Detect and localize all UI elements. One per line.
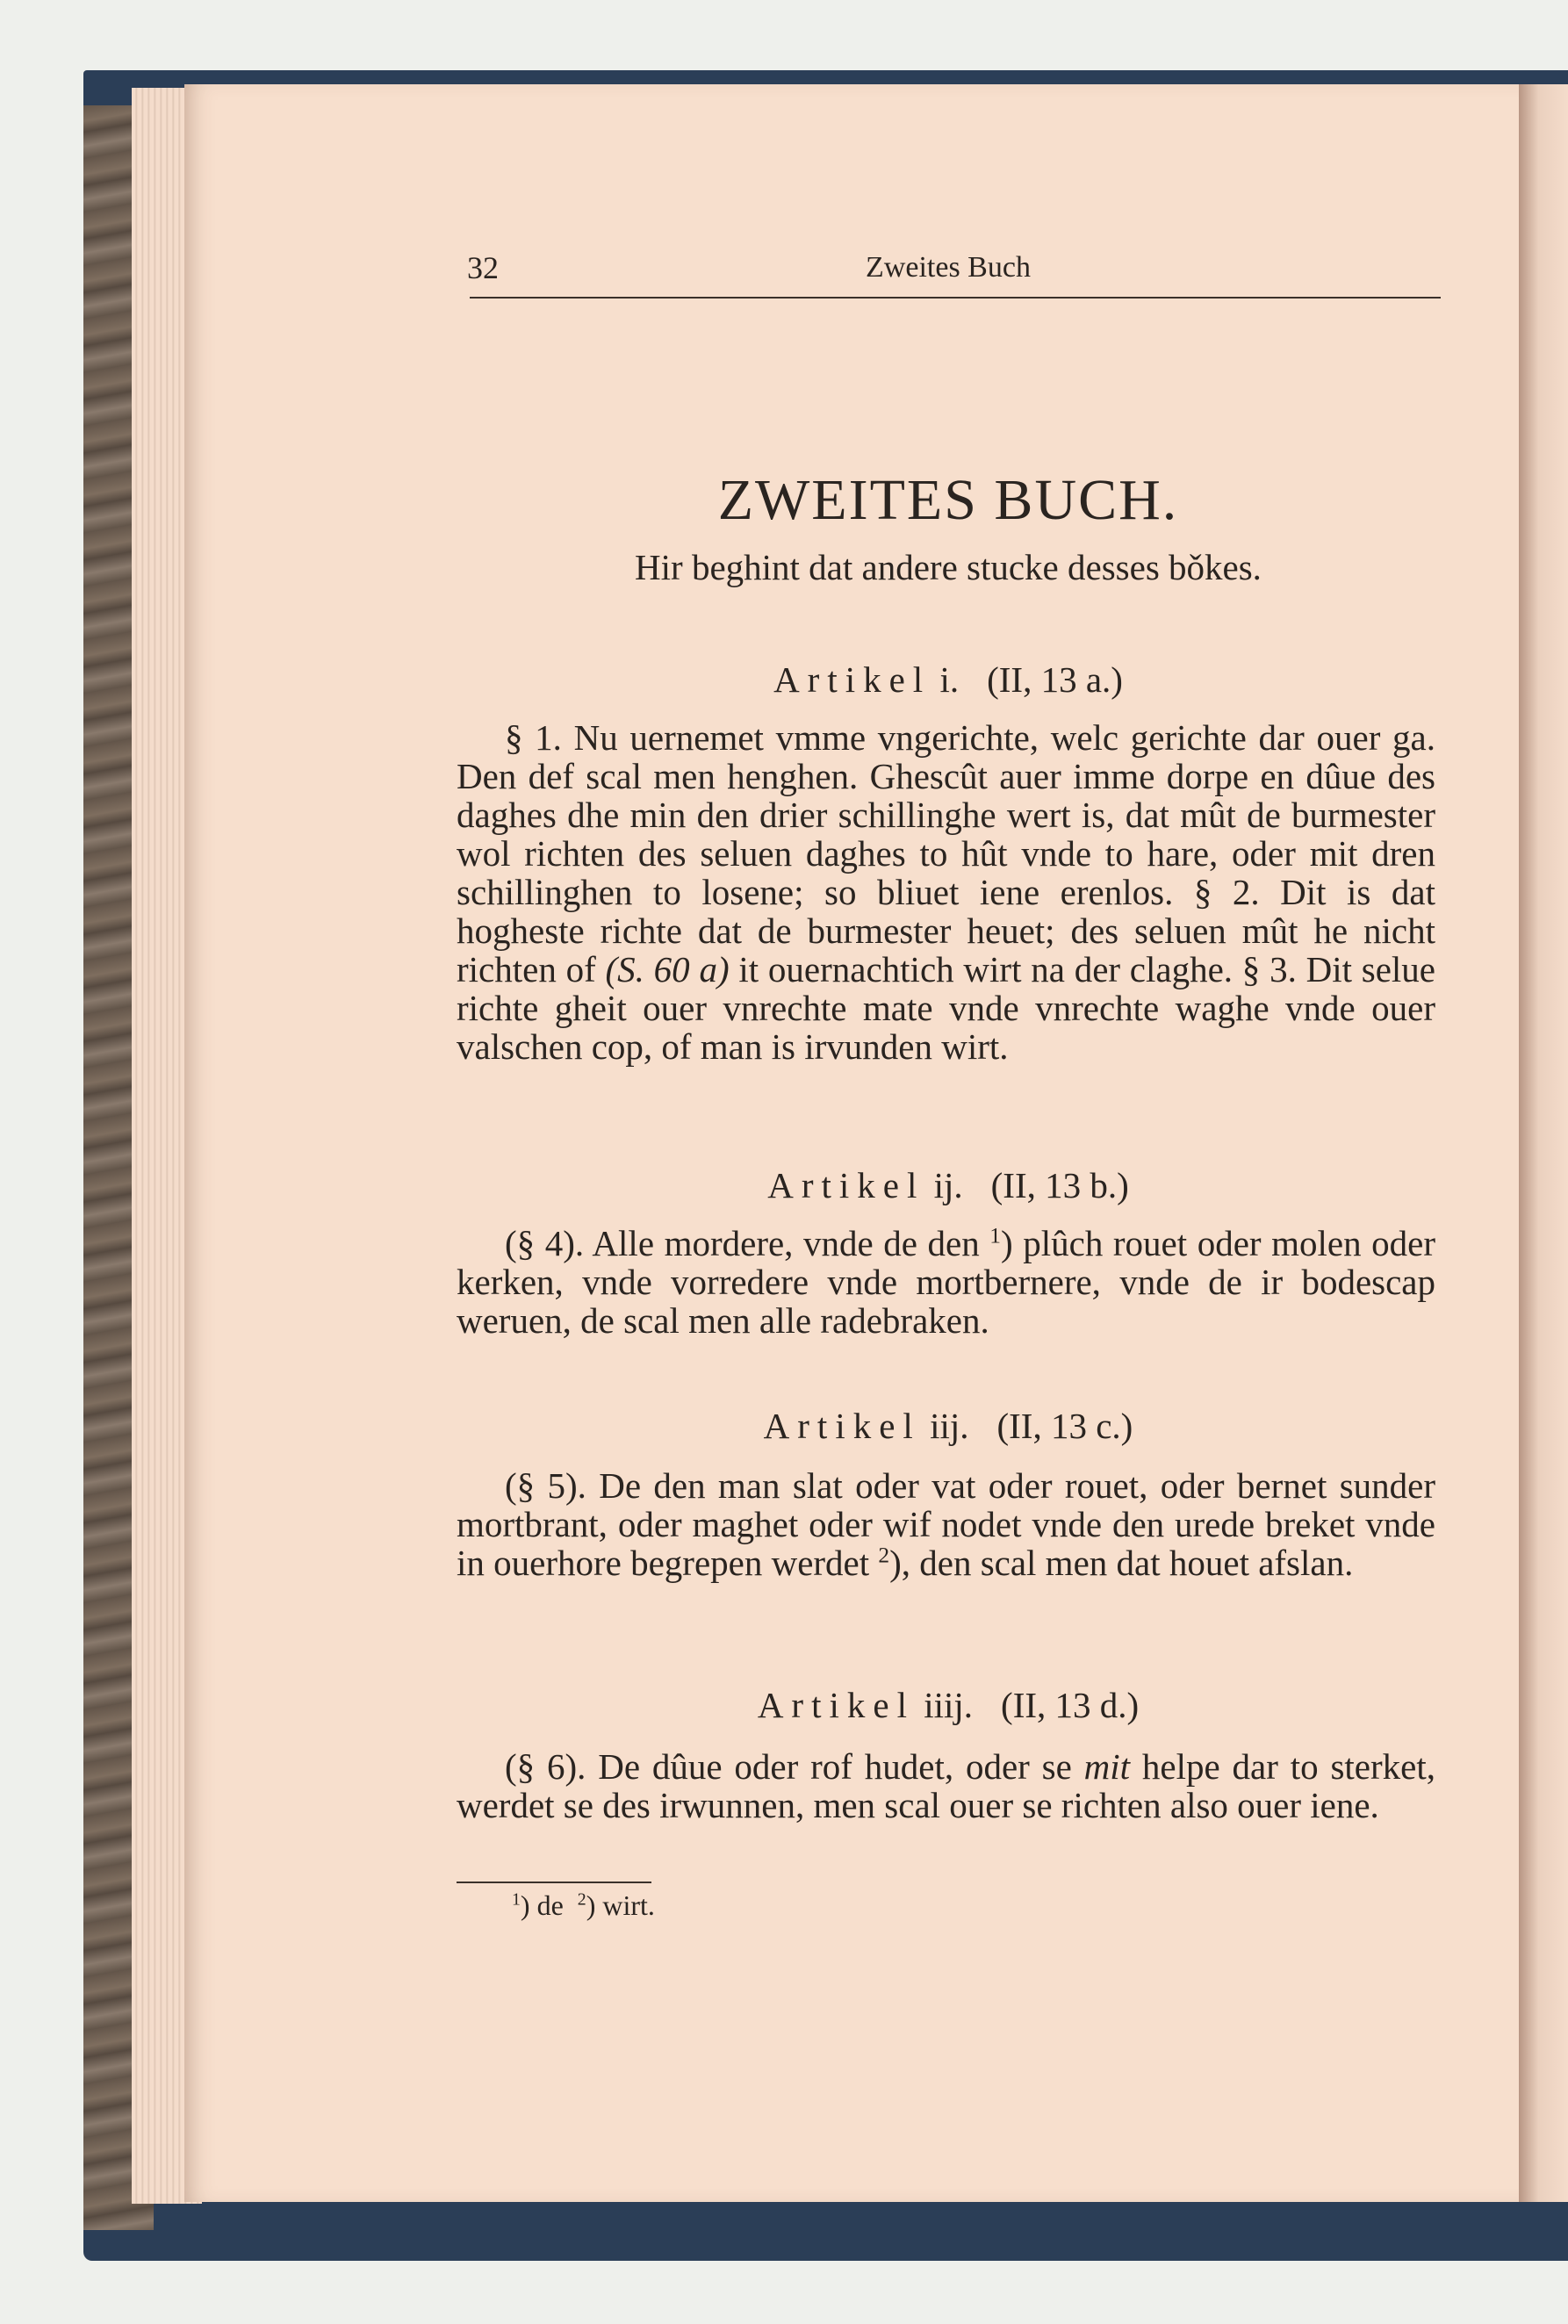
article-reference: (II, 13 b.) [990,1165,1129,1205]
emphasized-word: mit [1083,1746,1131,1787]
footnote-mark: 1 [989,1223,1001,1248]
article-word: Artikel [757,1685,915,1725]
footnotes [512,1889,655,1922]
footnote-mark: 1 [512,1889,521,1910]
header-rule [470,297,1441,299]
paragraph-text: § 1. Nu uernemet vmme vngerichte, welc gerichte dar ouer ga. Den def scal men henghen. Ghescût auer imme dorpe en dûue des daghes dhe min den drier schillinghe wert is, dat mût de burmester wol richten des seluen daghes to hût vnde to hare, oder mit dren schillinghen to losene; so bliuet iene erenlos. § 2. Dit is dat hogheste richte dat de burmester heuet; des seluen mût he nicht richten of [457,717,1435,989]
article-heading-3 [457,1405,1440,1447]
article-reference: (II, 13 a.) [987,659,1123,700]
footnote-text: ) de [520,1889,564,1921]
paragraph-text: (§ 5). De den man slat oder vat oder rouet, oder bernet sunder mortbrant, oder maghet oder wif nodet vnde den urede breket vnde in ouerhore begrepen werdet [457,1465,1435,1583]
article-word: Artikel [773,659,931,700]
book-title: ZWEITES BUCH. [717,468,1179,532]
paragraph-text: (§ 4). Alle mordere, vnde de den [505,1223,980,1263]
footnote-mark: 2 [878,1543,890,1568]
article-text-3 [457,1466,1435,1582]
article-numeral: i. [939,659,960,700]
article-text-1 [457,718,1435,1066]
article-reference: (II, 13 c.) [996,1406,1133,1446]
article-heading-2 [457,1164,1440,1206]
book-page [184,84,1519,2202]
footnote-rule [457,1882,651,1883]
article-word: Artikel [767,1165,925,1205]
footnote-mark: 2 [577,1889,586,1910]
page-gutter [1519,84,1568,2202]
running-title: Zweites Buch [866,251,1031,284]
article-text-4 [457,1747,1435,1824]
article-heading-1 [457,658,1440,701]
article-numeral: ij. [933,1165,963,1205]
paragraph-text: (§ 6). De dûue oder rof hudet, oder se [505,1746,1072,1787]
paragraph-text-continued: ), den scal men dat houet afslan. [889,1543,1354,1583]
paragraph-text-continued: helpe dar to sterket, werdet se des irwunnen, men scal ouer se richten also ouer iene. [457,1746,1435,1825]
article-text-2: (§ 4). Alle mordere, vnde de den $^1$) plûch rouet oder molen oder kerken, vnde vorredere vnde mortbernere, vnde de ir bodescap weruen, de scal men alle radebraken. [457,1223,1436,1341]
book-subtitle: Hir beghint dat andere stucke desses bǒkes. [635,547,1262,587]
paragraph-text-continued: plûch rouet oder molen oder kerken, vnde vorredere vnde mortbernere, vnde de ir bodescap weruen, de scal men alle radebraken. [457,1223,1436,1341]
article-heading-4 [457,1684,1440,1726]
running-head [457,246,1440,290]
article-reference: (II, 13 d.) [1001,1685,1140,1725]
paragraph-text-continued: it ouernachtich wirt na der claghe. § 3. Dit selue richte gheit ouer vnrechte mate vnde vnrechte waghe vnde ouer valschen cop, of man is irvunden wirt. [457,949,1435,1067]
footnote-text: ) wirt. [586,1889,655,1921]
article-numeral: iiij. [924,1685,974,1725]
article-numeral: iij. [930,1406,969,1446]
page-number: 32 [467,250,499,285]
marginal-reference: (S. 60 a) [605,949,730,989]
article-word: Artikel [763,1406,921,1446]
